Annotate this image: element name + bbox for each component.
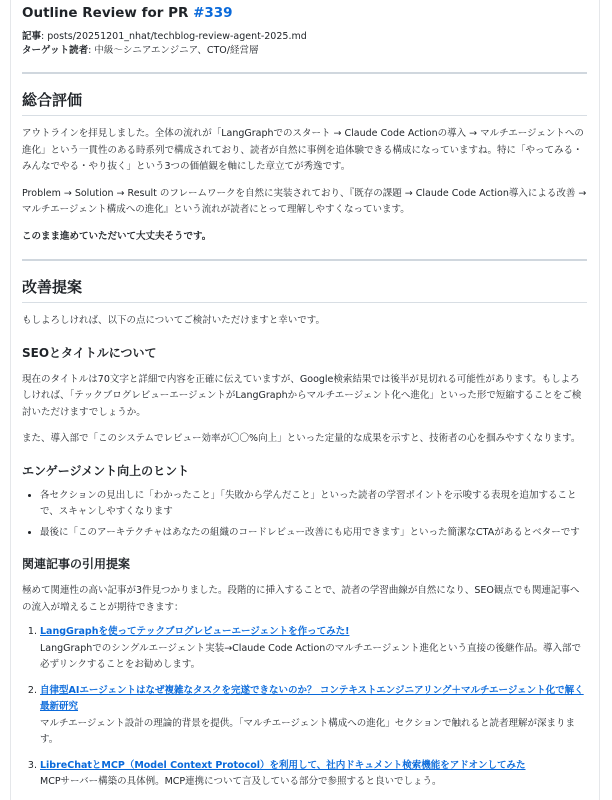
related-item: [40, 683, 587, 749]
overall-heading: 総合評価: [22, 90, 587, 116]
related-intro: 極めて関連性の高い記事が3件見つかりました。段階的に挿入することで、読者の学習曲線が自然になり、SEO観点でも関連記事への流入が増えることが期待できます：: [22, 585, 580, 613]
reader-line: [22, 44, 587, 58]
engagement-list: [22, 488, 587, 542]
overall-paragraph-1: アウトラインを拝見しました。全体の流れが「LangGraphでのスタート → Claude Code Actionの導入 → マルチエージェントへの進化」という一貫性のある時系列で構成されており、読者が自然に事例を追体験できる構成になっていますね。特に「やってみる・みんなでやる・やり抜く」という3つの価値観を軸にした章立てが秀逸です。: [22, 128, 584, 172]
overall-paragraph-2: Problem → Solution → Result のフレームワークを自然に実装されており、『既存の課題 → Claude Code Action導入による改善 → マルチエージェント構成への進化』という流れが読者にとって理解しやすくなっています。: [22, 187, 587, 215]
seo-paragraph-2: また、導入部で「このシステムでレビュー効率が〇〇%向上」といった定量的な成果を示すと、技術者の心を掴みやすくなります。: [22, 433, 581, 444]
related-heading: 関連記事の引用提案: [22, 557, 131, 571]
article-line: [22, 30, 587, 44]
article-label: 記事: [22, 31, 42, 42]
improve-heading: 改善提案: [22, 277, 587, 303]
page-title: [22, 0, 587, 26]
article-meta: [22, 30, 587, 58]
comment-body: [11, 0, 599, 791]
related-link[interactable]: 2. 自律型AIエージェントはなぜ複雑なタスクを完遂できないのか？ コンテキストエンジニアリング＋マルチエージェント化で解く最新研究: [40, 684, 584, 712]
related-item: [40, 624, 587, 674]
list-item: • 各セクションの見出しに「わかったこと」「失敗から学んだこと」といった読者の学習ポイントを示唆する表現を追加することで、スキャンしやすくなります: [40, 488, 587, 521]
title-text: Outline Review for PR: [22, 5, 194, 21]
improve-intro: もしよろしければ、以下の点についてご検討いただけますと幸いです。: [22, 315, 326, 326]
related-description: LangGraphでのシングルエージェント実装→Claude Code Actionのマルチエージェント進化という直接の後継作品。導入部で必ずリンクすることをお勧めします。: [40, 642, 582, 670]
pr-link[interactable]: #339: [193, 5, 233, 21]
related-link[interactable]: 1. LangGraphを使ってテックブログレビューエージェントを作ってみた!: [40, 626, 350, 637]
seo-heading: SEOとタイトルについて: [22, 345, 157, 360]
related-link[interactable]: 3. LibreChatとMCP（Model Context Protocol）を利用して、社内ドキュメント検索機能をアドオンしてみた: [40, 759, 526, 771]
section-divider: [22, 72, 587, 74]
related-list: [22, 624, 587, 791]
seo-paragraph-1: 現在のタイトルは70文字と詳細で内容を正確に伝えていますが、Google検索結果では後半が見切れる可能性があります。もしよろしければ、「テックブログレビューエージェントがLangGraphからマルチエージェント化へ進化」といった形で短縮することをご検討いただけますでしょうか。: [22, 373, 582, 418]
engagement-heading: エンゲージメント向上のヒント: [22, 463, 190, 478]
related-description: マルチエージェント設計の理論的背景を提供。「マルチエージェント構成への進化」セクションで触れると読者理解が深まります。: [40, 717, 576, 745]
reader-label: ターゲット読者: [22, 45, 89, 56]
overall-conclusion: このまま進めていただいて大丈夫そうです。: [22, 230, 212, 242]
comment-panel: [10, 0, 600, 800]
reader-value: : 中級〜シニアエンジニア、CTO/経営層: [88, 45, 259, 56]
section-divider: [22, 259, 587, 261]
article-path: : posts/20251201_nhat/techblog-review-agent-2025.md: [41, 31, 307, 42]
related-item: [40, 758, 587, 791]
list-item: • 最後に「このアーキテクチャはあなたの組織のコードレビュー改善にも応用できます」といった簡潔なCTAがあるとベターです: [40, 525, 587, 542]
related-description: MCPサーバー構築の具体例。MCP連携について言及している部分で参照すると良いでしょう。: [40, 776, 442, 787]
